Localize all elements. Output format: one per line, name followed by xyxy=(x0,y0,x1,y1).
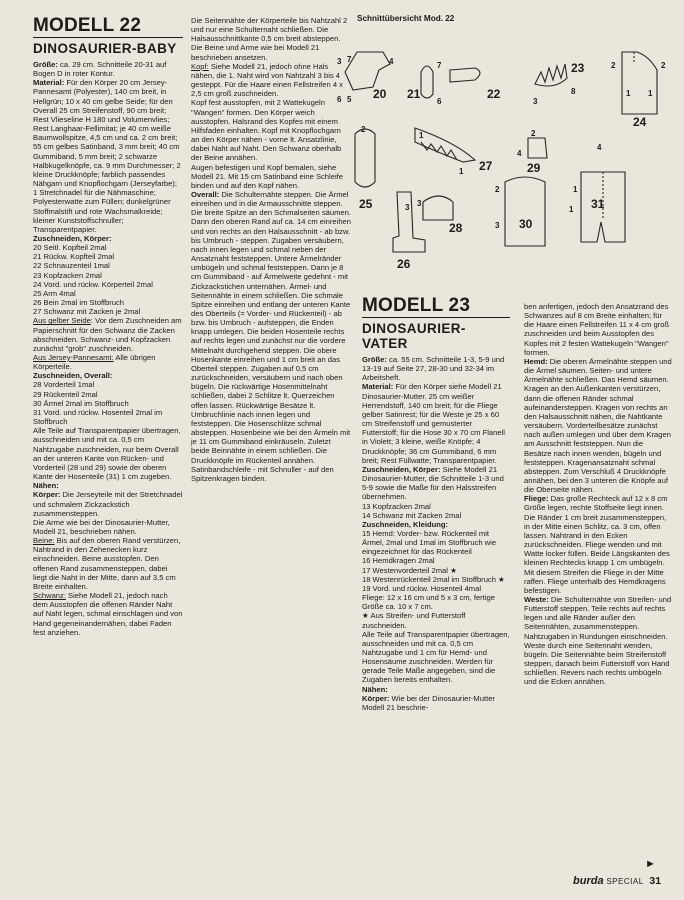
bowtie-paragraph xyxy=(524,494,672,595)
overall-text: Die Schulternähte steppen. Die Ärmel einreihen und in die Armausschnitte steppen. Die breite Spitze an den Schmalseiten säumen. Dann den oberen Rand auf ca. 14 cm einreihen und von rechts an den Halsausschnitt - ab bzw. bis Umbruch - steppen. Zugaben versäubern, nach innen legen und schmal neben der Ansatznaht feststeppen. Untere Ärmelränder umbügeln und schmal feststeppen. Dann je 8 cm Gummiband - auf Ärmelweite gedehnt - mit Zickzackstichen unternähen. Ärmel- und Seitennähte in einem schließen. Die schmale Spitze einreihen und entlang der unteren Kante des Oberteils (= Vorder- und Rückenteil) - ab bzw. bis Umbruch - aufsteppen, die Enden knapp umlegen. Die beiden Hosenteile rechts auf rechts legen und zunächst nur die vordere Mittelnaht durchgehend steppen. Die obere Hosenkante einreihen und 1 cm breit an das Oberteil steppen. Zugaben auf 0,5 cm zurückschneiden, versäubern und nach oben bügeln. Die rückwärtige Hosenmittelnaht schließen, dabei 2 Schlitze lt. Querzeichen offen lassen. Rückwärtige Besätze lt. Umbruchlinie nach innen legen und feststeppen. Die Hosenschlitze schmal absteppen. Hosenbeine wie bei den Ärmeln mit je 11 cm Gummiband einkräuseln. Zuletzt beide Beinnähte in einem schließen. Die Druckknöpfe im Rückenteil annähen. Satinbandschleife - mit Schnuller - auf den Spitzenkragen binden. xyxy=(191,189,351,483)
list-item: 31 Vord. und rückw. Hosenteil 2mal im Stoffbruch xyxy=(33,407,163,427)
velvet-label: Aus Jersey-Pannesamt: xyxy=(33,353,114,362)
diagram-label: 1 xyxy=(573,185,578,194)
model-23-title: MODELL 23 xyxy=(362,296,510,318)
seams-paragraph: Die Seitennähte der Körperteile bis Nahtzahl 2 und nur eine Schulternaht schließen. Die Halsausschnittkante 0,5 cm breit absteppen. Die Beine und Arme wie bei Modell 21 beschrieben ansetzen. xyxy=(191,16,348,62)
diagram-label: 20 xyxy=(373,87,387,101)
vest-text: Die Schulternähte von Streifen- und Futterstoff steppen. Teile rechts auf rechts legen und alle Ränder außer den Seitennähten, zusammensteppen. Nahtzugaben in Rundungen einschneiden. Weste durch eine Seitennaht wenden, bügeln. Die Seitennähte beim Streifenstoff steppen, danach beim Futterstoff von Hand schließen. Revers nach rechts umbügeln und die Ecken annähen. xyxy=(524,595,672,687)
diagram-label: 4 xyxy=(389,57,394,66)
diagram-title: Schnittübersicht Mod. 22 xyxy=(357,14,455,23)
cut-overall-heading: Zuschneiden, Overall: xyxy=(33,371,113,381)
diagram-label: 23 xyxy=(571,61,585,75)
pattern-diagram xyxy=(335,32,675,284)
overall-label: Overall: xyxy=(191,189,220,199)
diagram-label: 2 xyxy=(611,61,616,70)
diagram-label: 27 xyxy=(479,159,493,173)
legs-text: Bis auf den oberen Rand verstürzen, Nahtrand in den Zehenecken kurz einschneiden. Beine ausstopfen. Den offenen Rand zusammensteppen, dabei liegt die Naht in der Mitte, dann auf 3,5 cm Breite einhalten. xyxy=(33,536,181,591)
model-23-subtitle: DINOSAURIER-VATER xyxy=(362,321,466,351)
body-text: Die Jerseyteile mit der Stretchnadel und schmalem Zickzackstich zusammensteppen. xyxy=(33,490,183,518)
body-continued-paragraph: ben anfertigen, jedoch den Ansatzrand des Schwanzes auf 8 cm Breite einhalten; für die Haare einen Fellstreifen 11 x 4 cm groß zuschneiden und beim Ausstopfen des Kopfes mit 2 festen Wattekugeln "Wangen" formen. xyxy=(524,302,670,357)
size-text: ca. 55 cm. Schnitteile 1-3, 5-9 und 13-19 auf Seite 27, 28-30 und 32-34 im Arbeitsheft. xyxy=(362,355,505,383)
diagram-label: 29 xyxy=(527,161,541,175)
material-text: Für den Körper siehe Modell 21 Dinosaurier-Mutter. 25 cm weißer Herrendstoff, 140 cm breit; für die Fliege gelber Satinrest; für die Weste je 25 x 60 cm Streifenstoff und gemusterter Futterstoff; für die Hose 30 x 70 cm Flanell in Violett; 3 kleine, weiße Knöpfe; 4 Druckknöpfe; 36 cm Gummiband, 6 mm breit; Rest Füllwatte; Transparentpapier. xyxy=(362,382,505,465)
list-item: 23 Kopfzacken 2mal xyxy=(33,270,102,280)
list-item: 20 Seitl. Kopfteil 2mal xyxy=(33,243,107,253)
diagram-label: 3 xyxy=(405,203,410,212)
transfer-paragraph: Alle Teile auf Transparentpapier übertragen, ausschneiden und mit ca. 0,5 cm Nahtzugabe und 1 cm für Hemd- und Hosensäume zuschneiden. Werden für gerade Teile Maße angegeben, sind die Zugaben bereits enthalten. xyxy=(362,629,510,685)
pattern-piece-25 xyxy=(355,129,375,187)
eyes-paragraph: Augen befestigen und Kopf bemalen, siehe Modell 21. Mit 15 cm Satinband eine Schleife binden und auf den Kopf nähen. xyxy=(191,162,343,190)
diagram-label: 1 xyxy=(459,167,464,176)
list-item: 26 Bein 2mal im Stoffbruch xyxy=(33,298,125,308)
silk-label: Aus gelber Seide xyxy=(33,316,91,326)
stuffing-paragraph: Kopf fest ausstopfen, mit 2 Wattekugeln "Wangen" formen. Den Körper weich ausstopfen. Halsrand des Kopfes mit einem Hilfsfaden einhalten. Kopf mit Knopflochgarn an den Körper nähen - vorne lt. Ansatzlinie, dabei Naht auf Naht. Den Schwanz oberhalb der Beine annähen. xyxy=(191,98,342,163)
star-note: ★ Aus Streifen- und Futterstoff zuschneiden. xyxy=(362,611,466,630)
diagram-label: 22 xyxy=(487,87,501,101)
page-footer xyxy=(573,875,661,887)
brand-special: SPECIAL xyxy=(606,877,644,886)
velvet-paragraph xyxy=(33,353,183,371)
material-paragraph xyxy=(33,78,183,234)
diagram-label: 2 xyxy=(661,61,666,70)
size-paragraph xyxy=(362,355,510,382)
cut-body-heading: Zuschneiden, Körper: xyxy=(33,233,112,243)
list-item: 15 Hemd: Vorder- bzw. Rückenteil mit Ärmel, 2mal und 1mal im Stoffbruch wie eingezeichnet für das Rückenteil xyxy=(362,528,497,557)
diagram-label: 2 xyxy=(361,125,366,134)
shirt-label: Hemd: xyxy=(524,356,548,366)
list-item: 18 Westenrückenteil 2mal im Stoffbruch ★ xyxy=(362,574,505,584)
velvet-text: Alle übrigen Körperteile. xyxy=(33,353,156,372)
column-4 xyxy=(524,302,672,687)
tail-text: Siehe Modell 21, jedoch nach dem Ausstopfen die offenen Ränder Naht auf Naht legen, schmal einschlagen und von Hand gegeneinandernähen, dabei Faden fest anziehen. xyxy=(33,591,183,637)
material-label: Material: xyxy=(362,382,394,392)
diagram-label: 3 xyxy=(337,57,342,66)
cut-body-paragraph xyxy=(362,465,510,502)
pattern-piece-30 xyxy=(505,177,545,246)
model-22-title: MODELL 22 xyxy=(33,16,183,38)
size-text: ca. 29 cm. Schnitteile 20-31 auf Bogen D in roter Kontur. xyxy=(33,60,167,79)
vest-label: Weste: xyxy=(524,595,549,604)
diagram-label: 2 xyxy=(531,129,536,138)
pattern-piece-24 xyxy=(622,52,657,114)
legs-label: Beine: xyxy=(33,536,55,546)
sewing-heading: Nähen: xyxy=(33,481,59,491)
list-item: 17 Westenvorderteil 2mal ★ xyxy=(362,565,457,575)
pattern-piece-22 xyxy=(450,68,480,82)
sewing-heading: Nähen: xyxy=(362,684,388,694)
diagram-label: 1 xyxy=(569,205,574,214)
bowtie-label: Fliege: xyxy=(524,494,549,504)
list-item: 25 Arm 4mal xyxy=(33,288,76,298)
silk-paragraph xyxy=(33,316,183,353)
diagram-label: 4 xyxy=(517,149,522,158)
body-text: Wie bei der Dinosaurier-Mutter Modell 21 beschrie- xyxy=(362,693,495,712)
legs-paragraph xyxy=(33,536,183,591)
pattern-piece-29 xyxy=(528,138,547,158)
material-text: Für den Körper 20 cm Jersey-Pannesamt (Polyester), 140 cm breit, in Hellgrün; 10 x 40 cm gelbe Seide; für den Overall 25 cm Streifenstoff, 90 cm breit; Rest Vlieseline H 180 und Volumenvlies; Rest Langhaar-Fellimitat; je 40 cm weiße Baumwollspitze, 4,5 cm und ca. 2 cm breit; 55 cm gelbes Satinband, 3 mm breit; 40 cm Gummiband, 5 mm breit; 2 schwarze Halbkugelknöpfe, ca. 9 mm Durchmesser; 2 kleine Druckknöpfe; farblich passendes Nähgarn und Knopflochgarn (Jerseyfarbe); 1 Stretchnadel für die Nähmaschine; Polyesterwatte zum Füllen; dunkelgrüner Stoffmalstift und rote Wachsmalkreide; kleiner Kunststoffschnuller; Transparentpapier. xyxy=(33,78,181,234)
diagram-label: 30 xyxy=(519,217,533,231)
diagram-label: 26 xyxy=(397,257,411,271)
diagram-label: 24 xyxy=(633,115,647,129)
overall-paragraph xyxy=(191,190,351,483)
diagram-label: 28 xyxy=(449,221,463,235)
column-3 xyxy=(362,296,510,712)
column-1 xyxy=(33,16,183,637)
cut-body-list xyxy=(362,502,510,520)
size-label: Größe: xyxy=(33,60,58,69)
diagram-label: 21 xyxy=(407,87,421,101)
arms-paragraph: Die Arme wie bei der Dinosaurier-Mutter, Modell 21, beschrieben nähen. xyxy=(33,517,170,536)
list-item: 27 Schwanz mit Zacken je 2mal xyxy=(33,307,141,317)
diagram-label: 25 xyxy=(359,197,373,211)
diagram-label: 5 xyxy=(347,95,352,104)
transfer-paragraph: Alle Teile auf Transparentpapier übertragen, ausschneiden und mit ca. 0,5 cm Nahtzugabe zuschneiden, nur beim Overall an der unteren Kante von Rücken- und Vorderteil (28 und 29) sowie der oberen Kante der Hosenteile (31) 1 cm zugeben. xyxy=(33,426,181,482)
body-label: Körper: xyxy=(33,490,61,500)
diagram-label: 3 xyxy=(533,97,538,106)
size-paragraph xyxy=(33,60,183,78)
pattern-piece-28 xyxy=(423,196,453,220)
shirt-paragraph xyxy=(524,357,672,494)
page-number: 31 xyxy=(649,875,662,887)
shirt-text: Die oberen Ärmelnähte steppen und die Ärmel säumen. Seiten- und untere Ärmelnähte schließen. Das Hemd säumen. Kragen an den Außenkanten verstürzen, dann die offenen Ränder schmal aufeinandersteppen. Kragen von rechts an den Halsausschnitt nähen, die Nahtkante versäubern. Vorderteilbesätze zunächst nach außen umlegen und über dem Kragen am Ausschnitt feststeppen. Nun die Besätze nach innen wenden, bügeln und feststeppen. Kragenansatznaht schmal absteppen. Zum Verschluß 4 Druckknöpfe annähen, bei den 3 unteren die Knöpfe auf die Oberseite nähen. xyxy=(524,356,672,495)
silk-text: : Vor dem Zuschneiden am Papierschnitt für den Schwanz die Zacken abschneiden. Schwanz- und Kopfzacken zunächst "grob" zuschneiden. xyxy=(33,316,182,353)
cut-body-text: Siehe Modell 21 Dinosaurier-Mutter, die Schnitteile 1-3 und 5-9 sowie die Maße für den Halsstreifen übernehmen. xyxy=(362,464,504,502)
continue-arrow-icon: ► xyxy=(645,858,656,870)
material-paragraph xyxy=(362,382,510,464)
head-label: Kopf: xyxy=(191,61,209,71)
diagram-label: 6 xyxy=(437,97,442,106)
list-item: 30 Ärmel 2mal im Stoffbruch xyxy=(33,398,129,408)
list-item: 28 Vorderteil 1mal xyxy=(33,380,95,390)
diagram-label: 4 xyxy=(597,143,602,152)
body-paragraph xyxy=(33,490,183,517)
diagram-label: 3 xyxy=(495,221,500,230)
column-2 xyxy=(191,16,351,483)
diagram-label: 2 xyxy=(495,185,500,194)
list-item: 14 Schwanz mit Zacken 2mal xyxy=(362,510,462,520)
list-item: 22 Schnauzenteil 1mal xyxy=(33,261,110,271)
diagram-label: 7 xyxy=(347,55,352,64)
list-item: 16 Hemdkragen 2mal xyxy=(362,556,435,566)
diagram-label: 1 xyxy=(626,89,631,98)
vest-paragraph xyxy=(524,595,672,687)
pattern-piece-21 xyxy=(421,66,433,98)
cut-clothes-list xyxy=(362,529,510,593)
diagram-label: 1 xyxy=(648,89,653,98)
material-label: Material: xyxy=(33,78,65,88)
pattern-piece-20 xyxy=(345,52,390,90)
list-item: 24 Vord. und rückw. Körperteil 2mal xyxy=(33,279,153,289)
list-item: 21 Rückw. Kopfteil 2mal xyxy=(33,252,115,262)
cut-body-list xyxy=(33,243,183,316)
diagram-label: 3 xyxy=(417,199,422,208)
body-paragraph xyxy=(362,694,510,712)
bowtie-size-paragraph: Fliege: 12 x 16 cm und 5 x 3 cm, fertige Größe ca. 10 x 7 cm. xyxy=(362,593,495,612)
tail-label: Schwanz: xyxy=(33,591,66,601)
bowtie-text: Das große Rechteck auf 12 x 8 cm Größe legen, rechte Stoffseite liegt innen. Die Ränder 1 cm breit zusammensteppen, in der Mitte einen Schlitz, ca. 3 cm, offen lassen. Nahtrand in den Ecken zurückschneiden. Fliege wenden und mit Watte locker füllen. Beide Längskanten des kleinen Rechtecks knapp 1 cm umbügeln. Mit diesem Streifen die Fliege in der Mitte raffen. Fliege unterhalb des Hemdkragens befestigen. xyxy=(524,494,670,595)
cut-clothes-heading: Zuschneiden, Kleidung: xyxy=(362,519,449,529)
diagram-label: 8 xyxy=(571,87,576,96)
diagram-label: 1 xyxy=(419,131,424,140)
diagram-label: 31 xyxy=(591,197,605,211)
brand-logo: burda xyxy=(573,875,604,887)
diagram-label: 7 xyxy=(437,61,442,70)
pattern-piece-27 xyxy=(415,128,475,162)
head-paragraph xyxy=(191,62,351,99)
tail-paragraph xyxy=(33,591,183,637)
cut-overall-list xyxy=(33,380,183,426)
list-item: 19 Vord. und rückw. Hosenteil 4mal xyxy=(362,583,482,593)
list-item: 29 Rückenteil 2mal xyxy=(33,389,98,399)
list-item: 13 Kopfzacken 2mal xyxy=(362,501,431,511)
model-22-subtitle: DINOSAURIER-BABY xyxy=(33,41,177,56)
body-label: Körper: xyxy=(362,693,390,703)
pattern-piece-23 xyxy=(535,64,567,86)
head-text: Siehe Modell 21, jedoch ohne Hals nähen, die 1. Naht wird von Nahtzahl 3 bis 4 gesteppt. Für die Haare einen Fellstreifen 4 x 2,5 cm groß zuschneiden. xyxy=(191,61,343,99)
size-label: Größe: xyxy=(362,355,387,364)
diagram-label: 6 xyxy=(337,95,342,104)
cut-body-label: Zuschneiden, Körper: xyxy=(362,464,441,474)
